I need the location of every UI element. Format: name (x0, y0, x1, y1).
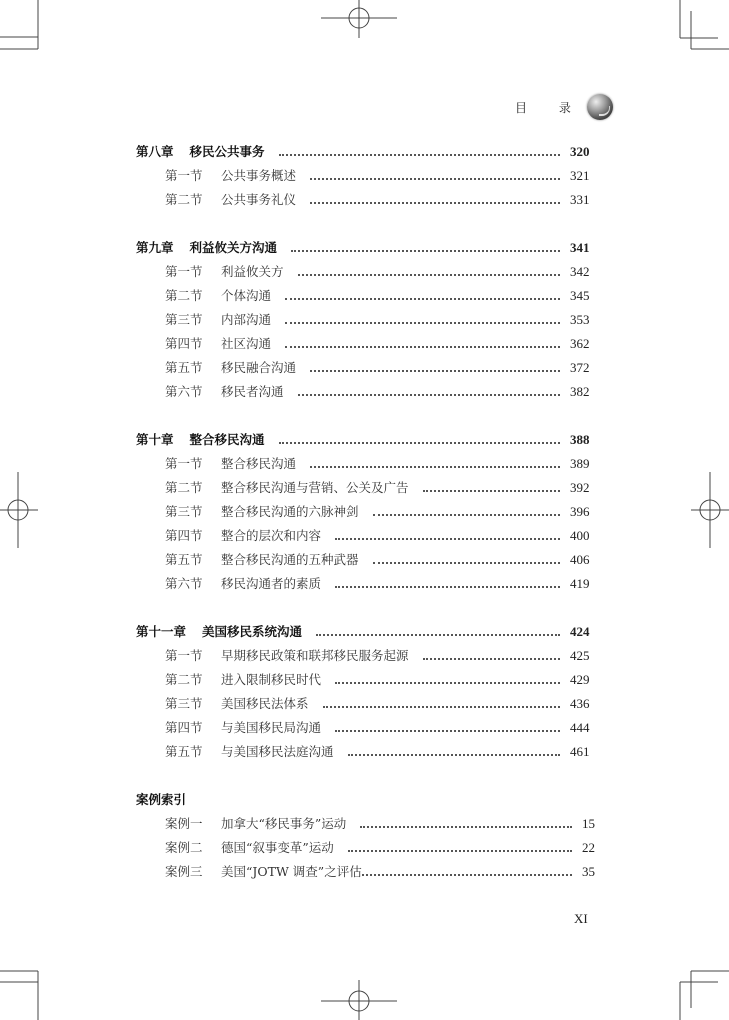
page-number: 461 (570, 744, 590, 759)
page-number: 392 (570, 480, 590, 495)
chapter-entry[interactable] (136, 236, 596, 260)
section-number: 第二节 (165, 288, 203, 303)
dot-leader (279, 441, 560, 444)
chapter-title: 移民公共事务 (189, 144, 265, 159)
chapter-title: 美国移民系统沟通 (202, 624, 303, 639)
section-title: 整合移民沟通与营销、公关及广告 (221, 480, 409, 495)
chapter-number: 第十一章 (136, 624, 187, 639)
dot-leader (362, 873, 572, 876)
section-title: 整合的层次和内容 (221, 528, 322, 543)
case-entry[interactable] (136, 836, 596, 860)
section-number: 第三节 (165, 504, 203, 519)
page-number: 22 (582, 840, 595, 855)
case-number: 案例三 (165, 864, 203, 879)
spacer (136, 404, 596, 428)
spacer (136, 764, 596, 788)
dot-leader (285, 297, 560, 300)
section-title: 移民融合沟通 (221, 360, 297, 375)
section-entry[interactable] (136, 308, 596, 332)
chapter-entry[interactable] (136, 428, 596, 452)
dot-leader (373, 561, 560, 564)
section-entry[interactable] (136, 740, 596, 764)
section-entry[interactable] (136, 716, 596, 740)
section-number: 第五节 (165, 360, 203, 375)
section-number: 第二节 (165, 672, 203, 687)
registration-mark-left (0, 472, 38, 548)
page-number: 321 (570, 168, 590, 183)
section-number: 第四节 (165, 336, 203, 351)
section-title: 公共事务礼仪 (221, 192, 297, 207)
dot-leader (335, 681, 560, 684)
section-number: 第六节 (165, 576, 203, 591)
dot-leader (360, 825, 572, 828)
spacer (136, 596, 596, 620)
page-number: 419 (570, 576, 590, 591)
section-entry[interactable] (136, 356, 596, 380)
page-number: 396 (570, 504, 590, 519)
section-number: 第一节 (165, 168, 203, 183)
registration-mark-bottom (321, 980, 397, 1020)
section-title: 公共事务概述 (221, 168, 297, 183)
page-number: 331 (570, 192, 590, 207)
dot-leader (335, 537, 560, 540)
section-title: 整合移民沟通 (221, 456, 297, 471)
section-title: 内部沟通 (221, 312, 272, 327)
section-number: 第五节 (165, 744, 203, 759)
case-number: 案例二 (165, 840, 203, 855)
section-entry[interactable] (136, 164, 596, 188)
dot-leader (310, 369, 560, 372)
section-number: 第一节 (165, 456, 203, 471)
dot-leader (423, 657, 560, 660)
section-number: 第四节 (165, 528, 203, 543)
dot-leader (310, 465, 560, 468)
registration-mark-top (321, 0, 397, 38)
section-title: 与美国移民法庭沟通 (221, 744, 334, 759)
table-of-contents (136, 140, 596, 884)
section-number: 第一节 (165, 648, 203, 663)
section-title: 个体沟通 (221, 288, 272, 303)
spacer (136, 212, 596, 236)
page-number: 400 (570, 528, 590, 543)
section-number: 第二节 (165, 192, 203, 207)
section-title: 美国移民法体系 (221, 696, 309, 711)
section-title: 整合移民沟通的五种武器 (221, 552, 359, 567)
chapter-8 (136, 140, 596, 212)
case-title: 美国“JOTW 调查”之评估 (221, 864, 362, 879)
section-entry[interactable] (136, 188, 596, 212)
page-number: 424 (570, 624, 590, 639)
running-head (515, 92, 613, 122)
section-entry[interactable] (136, 500, 596, 524)
registration-mark-right (691, 472, 729, 548)
dot-leader (373, 513, 560, 516)
page-number: 389 (570, 456, 590, 471)
section-number: 第一节 (165, 264, 203, 279)
crop-mark-bottom-left (0, 971, 38, 1020)
section-entry[interactable] (136, 692, 596, 716)
section-entry[interactable] (136, 284, 596, 308)
dot-leader (285, 321, 560, 324)
page-number: 444 (570, 720, 590, 735)
case-entry[interactable] (136, 812, 596, 836)
dot-leader (335, 729, 560, 732)
chapter-9 (136, 236, 596, 404)
chapter-number: 第九章 (136, 240, 174, 255)
page-number: 353 (570, 312, 590, 327)
dot-leader (279, 153, 560, 156)
section-number: 第五节 (165, 552, 203, 567)
dot-leader (348, 753, 560, 756)
section-number: 第二节 (165, 480, 203, 495)
page-number: 15 (582, 816, 595, 831)
section-entry[interactable] (136, 668, 596, 692)
case-title: 德国“叙事变革”运动 (221, 840, 334, 855)
section-entry[interactable] (136, 524, 596, 548)
section-number: 第三节 (165, 312, 203, 327)
crop-mark-top-right (680, 0, 729, 49)
case-index (136, 788, 596, 884)
page-number: 388 (570, 432, 590, 447)
page-number: 342 (570, 264, 590, 279)
chapter-11 (136, 620, 596, 764)
dot-leader (310, 177, 560, 180)
section-title: 进入限制移民时代 (221, 672, 322, 687)
page-number: 320 (570, 144, 590, 159)
dot-leader (316, 633, 560, 636)
section-title: 移民沟通者的素质 (221, 576, 322, 591)
case-number: 案例一 (165, 816, 203, 831)
dot-leader (298, 393, 560, 396)
dot-leader (335, 585, 560, 588)
page-number: 345 (570, 288, 590, 303)
page-number: 425 (570, 648, 590, 663)
globe-icon (587, 94, 613, 120)
section-entry[interactable] (136, 260, 596, 284)
page-number: 341 (570, 240, 590, 255)
crop-mark-bottom-right (680, 971, 729, 1020)
section-number: 第四节 (165, 720, 203, 735)
section-entry[interactable] (136, 548, 596, 572)
page-number: 35 (582, 864, 595, 879)
chapter-number: 第十章 (136, 432, 174, 447)
page-number: 406 (570, 552, 590, 567)
section-entry[interactable] (136, 380, 596, 404)
section-entry[interactable] (136, 572, 596, 596)
chapter-title: 利益攸关方沟通 (189, 240, 278, 255)
section-title: 社区沟通 (221, 336, 272, 351)
dot-leader (323, 705, 560, 708)
section-title: 移民者沟通 (221, 384, 284, 399)
case-title: 加拿大“移民事务”运动 (221, 816, 347, 831)
section-title: 利益攸关方 (221, 264, 284, 279)
chapter-number: 第八章 (136, 144, 174, 159)
chapter-entry[interactable] (136, 140, 596, 164)
section-entry[interactable] (136, 476, 596, 500)
case-entry[interactable] (136, 860, 596, 884)
dot-leader (348, 849, 572, 852)
dot-leader (285, 345, 560, 348)
page-number: 372 (570, 360, 590, 375)
section-entry[interactable] (136, 644, 596, 668)
section-number: 第三节 (165, 696, 203, 711)
section-entry[interactable] (136, 332, 596, 356)
section-title: 早期移民政策和联邦移民服务起源 (221, 648, 409, 663)
dot-leader (291, 249, 560, 252)
crop-mark-top-left (0, 0, 38, 49)
case-index-heading: 案例索引 (136, 792, 187, 807)
dot-leader (423, 489, 560, 492)
dot-leader (298, 273, 560, 276)
folio-page-number: XI (574, 911, 588, 926)
section-entry[interactable] (136, 452, 596, 476)
running-head-title: 目 录 (515, 100, 585, 115)
page-number: 362 (570, 336, 590, 351)
chapter-title: 整合移民沟通 (189, 432, 265, 447)
dot-leader (310, 201, 560, 204)
page-number: 429 (570, 672, 590, 687)
section-number: 第六节 (165, 384, 203, 399)
page-number: 382 (570, 384, 590, 399)
section-title: 整合移民沟通的六脉神剑 (221, 504, 359, 519)
chapter-entry[interactable] (136, 620, 596, 644)
page-number: 436 (570, 696, 590, 711)
section-title: 与美国移民局沟通 (221, 720, 322, 735)
chapter-10 (136, 428, 596, 596)
